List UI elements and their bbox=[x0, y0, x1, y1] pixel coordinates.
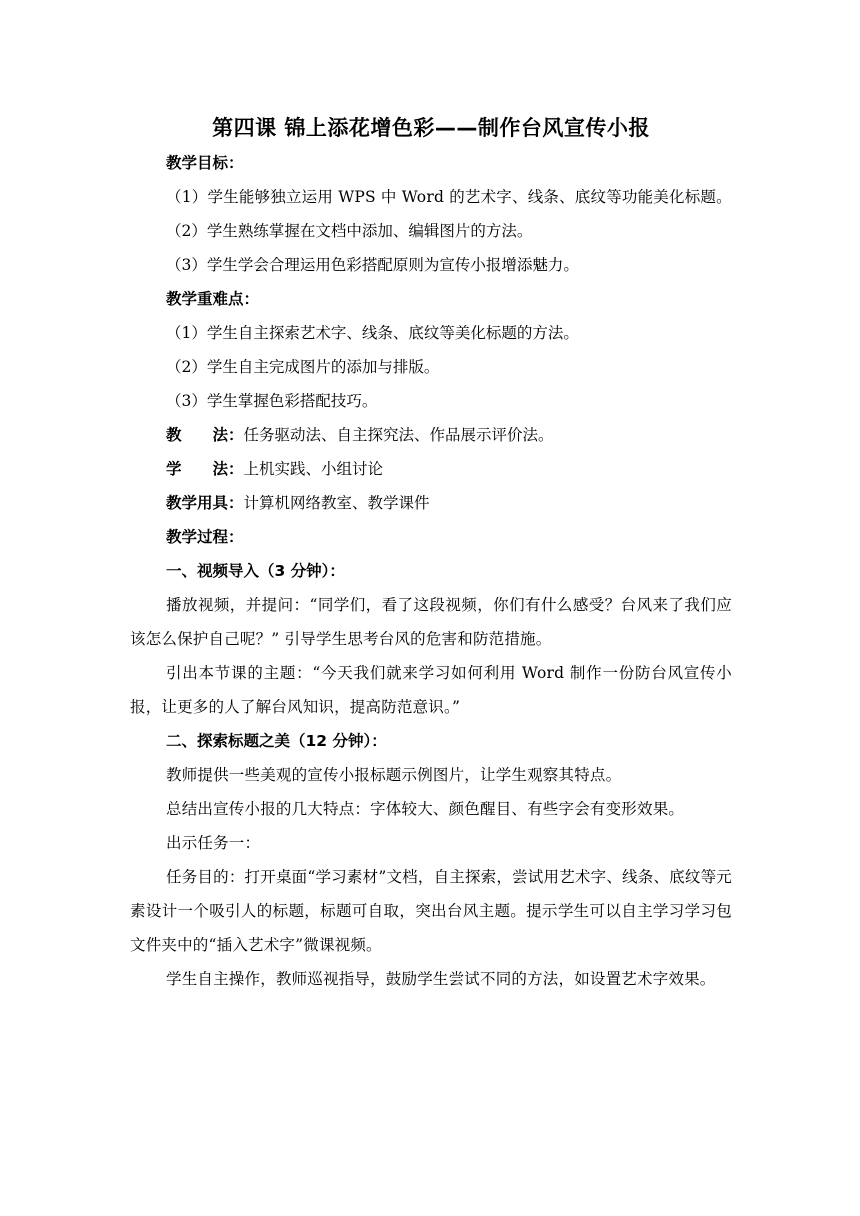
key-point-item-1: （1）学生自主探索艺术字、线条、底纹等美化标题的方法。 bbox=[166, 324, 579, 342]
teaching-method-value: 任务驱动法、自主探究法、作品展示评价法。 bbox=[243, 426, 554, 444]
section-2-paragraph-5: 学生自主操作，教师巡视指导，鼓励学生尝试不同的方法，如设置艺术字效果。 bbox=[166, 970, 716, 988]
objective-item-3: （3）学生学会合理运用色彩搭配原则为宣传小报增添魅力。 bbox=[166, 256, 579, 274]
objective-item-2: （2）学生熟练掌握在文档中添加、编辑图片的方法。 bbox=[166, 222, 533, 240]
teaching-method-label: 教 法： bbox=[166, 426, 244, 444]
learning-method-value: 上机实践、小组讨论 bbox=[243, 460, 384, 478]
tools-row bbox=[130, 486, 732, 520]
teaching-method-row bbox=[130, 418, 732, 452]
process-heading: 教学过程： bbox=[166, 528, 244, 546]
section-2-paragraph-4: 任务目的：打开桌面“学习素材”文档，自主探索，尝试用艺术字、线条、底纹等元素设计一个吸引人的标题，标题可自取，突出台风主题。提示学生可以自主学习学习包文件夹中的“插入艺术字”微课视频。 bbox=[130, 868, 732, 954]
key-point-item-3: （3）学生掌握色彩搭配技巧。 bbox=[166, 392, 378, 410]
section-1-paragraph-1: 播放视频，并提问：“同学们，看了这段视频，你们有什么感受？台风来了我们应该怎么保护自己呢？” 引导学生思考台风的危害和防范措施。 bbox=[130, 596, 732, 648]
section-2-paragraph-2: 总结出宣传小报的几大特点：字体较大、颜色醒目、有些字会有变形效果。 bbox=[166, 800, 685, 818]
objectives-heading: 教学目标： bbox=[166, 154, 244, 172]
section-2-paragraph-3: 出示任务一： bbox=[166, 834, 261, 852]
key-point-item-2: （2）学生自主完成图片的添加与排版。 bbox=[166, 358, 440, 376]
section-1-paragraph-2: 引出本节课的主题：“今天我们就来学习如何利用 Word 制作一份防台风宣传小报，让更多的人了解台风知识，提高防范意识。” bbox=[130, 664, 732, 716]
section-1-heading: 一、视频导入（3 分钟）： bbox=[166, 562, 345, 580]
key-points-heading: 教学重难点： bbox=[166, 290, 260, 308]
learning-method-label: 学 法： bbox=[166, 460, 244, 478]
tools-value: 计算机网络教室、教学课件 bbox=[243, 494, 430, 512]
learning-method-row bbox=[130, 452, 732, 486]
section-2-heading: 二、探索标题之美（12 分钟）： bbox=[166, 732, 387, 750]
objective-item-1: （1）学生能够独立运用 WPS 中 Word 的艺术字、线条、底纹等功能美化标题。 bbox=[166, 188, 732, 206]
document-page bbox=[130, 112, 732, 996]
tools-label: 教学用具： bbox=[166, 494, 244, 512]
document-title: 第四课 锦上添花增色彩——制作台风宣传小报 bbox=[212, 116, 650, 140]
section-2-paragraph-1: 教师提供一些美观的宣传小报标题示例图片，让学生观察其特点。 bbox=[166, 766, 622, 784]
